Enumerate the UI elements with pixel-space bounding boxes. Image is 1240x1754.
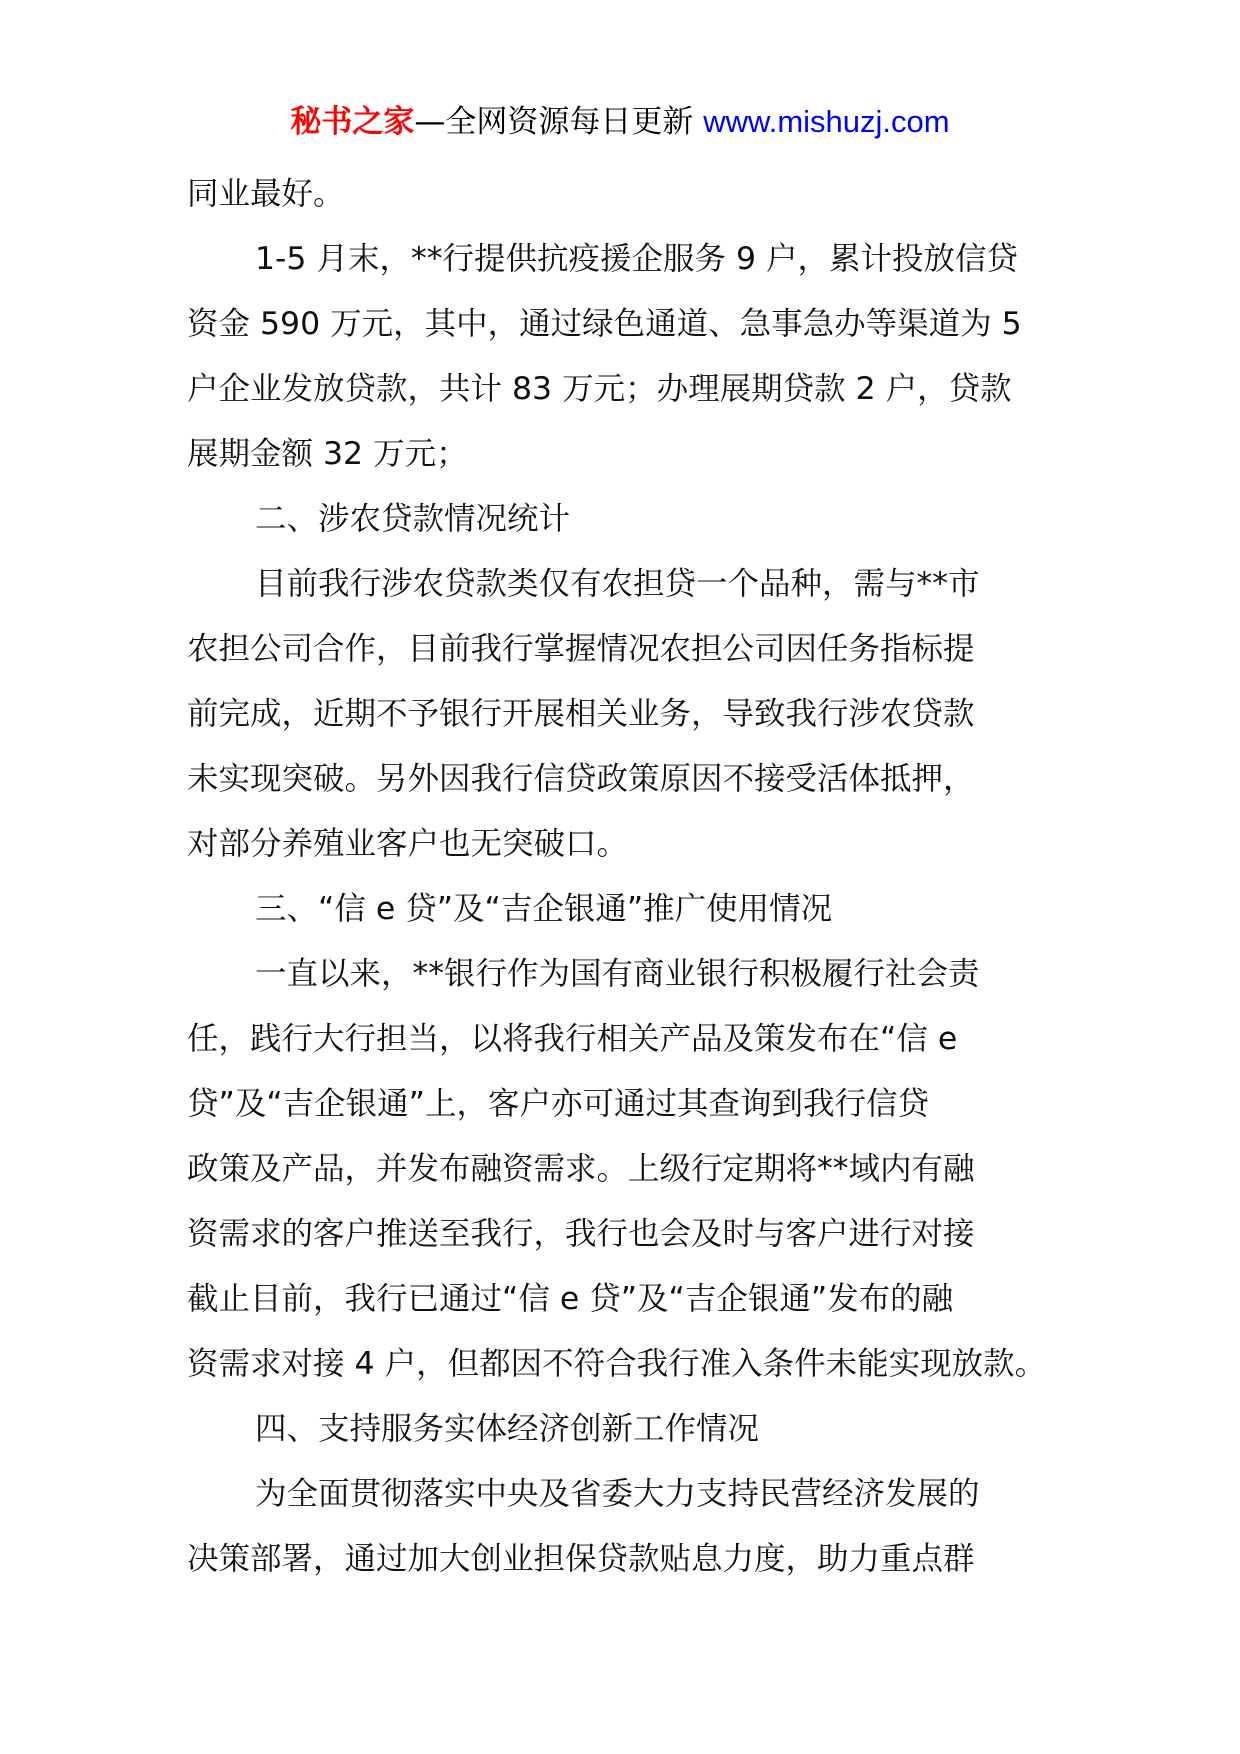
text-line: 展期金额 32 万元； [187, 436, 468, 472]
text-line: 农担公司合作，目前我行掌握情况农担公司因任务指标提 [187, 631, 975, 667]
text-line: 1-5 月末，**行提供抗疫援企服务 9 户，累计投放信贷 [255, 241, 1019, 277]
text-line: 三、“信 e 贷”及“吉企银通”推广使用情况 [255, 891, 833, 927]
text-line: 户企业发放贷款，共计 83 万元；办理展期贷款 2 户，贷款 [187, 371, 1012, 407]
header-brand: 秘书之家 [290, 104, 415, 140]
text-line: 未实现突破。另外因我行信贷政策原因不接受活体抵押， [187, 761, 975, 797]
text-line: 同业最好。 [187, 176, 345, 212]
text-line: 截止目前，我行已通过“信 e 贷”及“吉企银通”发布的融 [187, 1281, 954, 1317]
text-line: 资需求的客户推送至我行，我行也会及时与客户进行对接 [187, 1216, 975, 1252]
text-line: 政策及产品，并发布融资需求。上级行定期将**域内有融 [187, 1151, 975, 1187]
header-url-link[interactable]: www.mishuzj.com [703, 104, 950, 139]
text-line: 二、涉农贷款情况统计 [255, 501, 571, 537]
text-line: 为全面贯彻落实中央及省委大力支持民营经济发展的 [255, 1476, 980, 1512]
text-line: 资需求对接 4 户，但都因不符合我行准入条件未能实现放款。 [187, 1346, 1047, 1382]
document-body [187, 162, 1067, 1592]
header-slogan: —全网资源每日更新 [414, 104, 704, 140]
text-line: 一直以来，**银行作为国有商业银行积极履行社会责 [255, 956, 980, 992]
text-line: 四、支持服务实体经济创新工作情况 [255, 1411, 760, 1447]
text-line: 前完成，近期不予银行开展相关业务，导致我行涉农贷款 [187, 696, 975, 732]
text-line: 决策部署，通过加大创业担保贷款贴息力度，助力重点群 [187, 1541, 975, 1577]
text-line: 目前我行涉农贷款类仅有农担贷一个品种，需与**市 [255, 566, 980, 602]
site-header [0, 100, 1240, 144]
text-line: 资金 590 万元，其中，通过绿色通道、急事急办等渠道为 5 [187, 306, 1022, 342]
text-line: 对部分养殖业客户也无突破口。 [187, 826, 629, 862]
text-line: 任，践行大行担当，以将我行相关产品及策发布在“信 e [187, 1021, 958, 1057]
text-line: 贷”及“吉企银通”上，客户亦可通过其查询到我行信贷 [187, 1086, 929, 1122]
